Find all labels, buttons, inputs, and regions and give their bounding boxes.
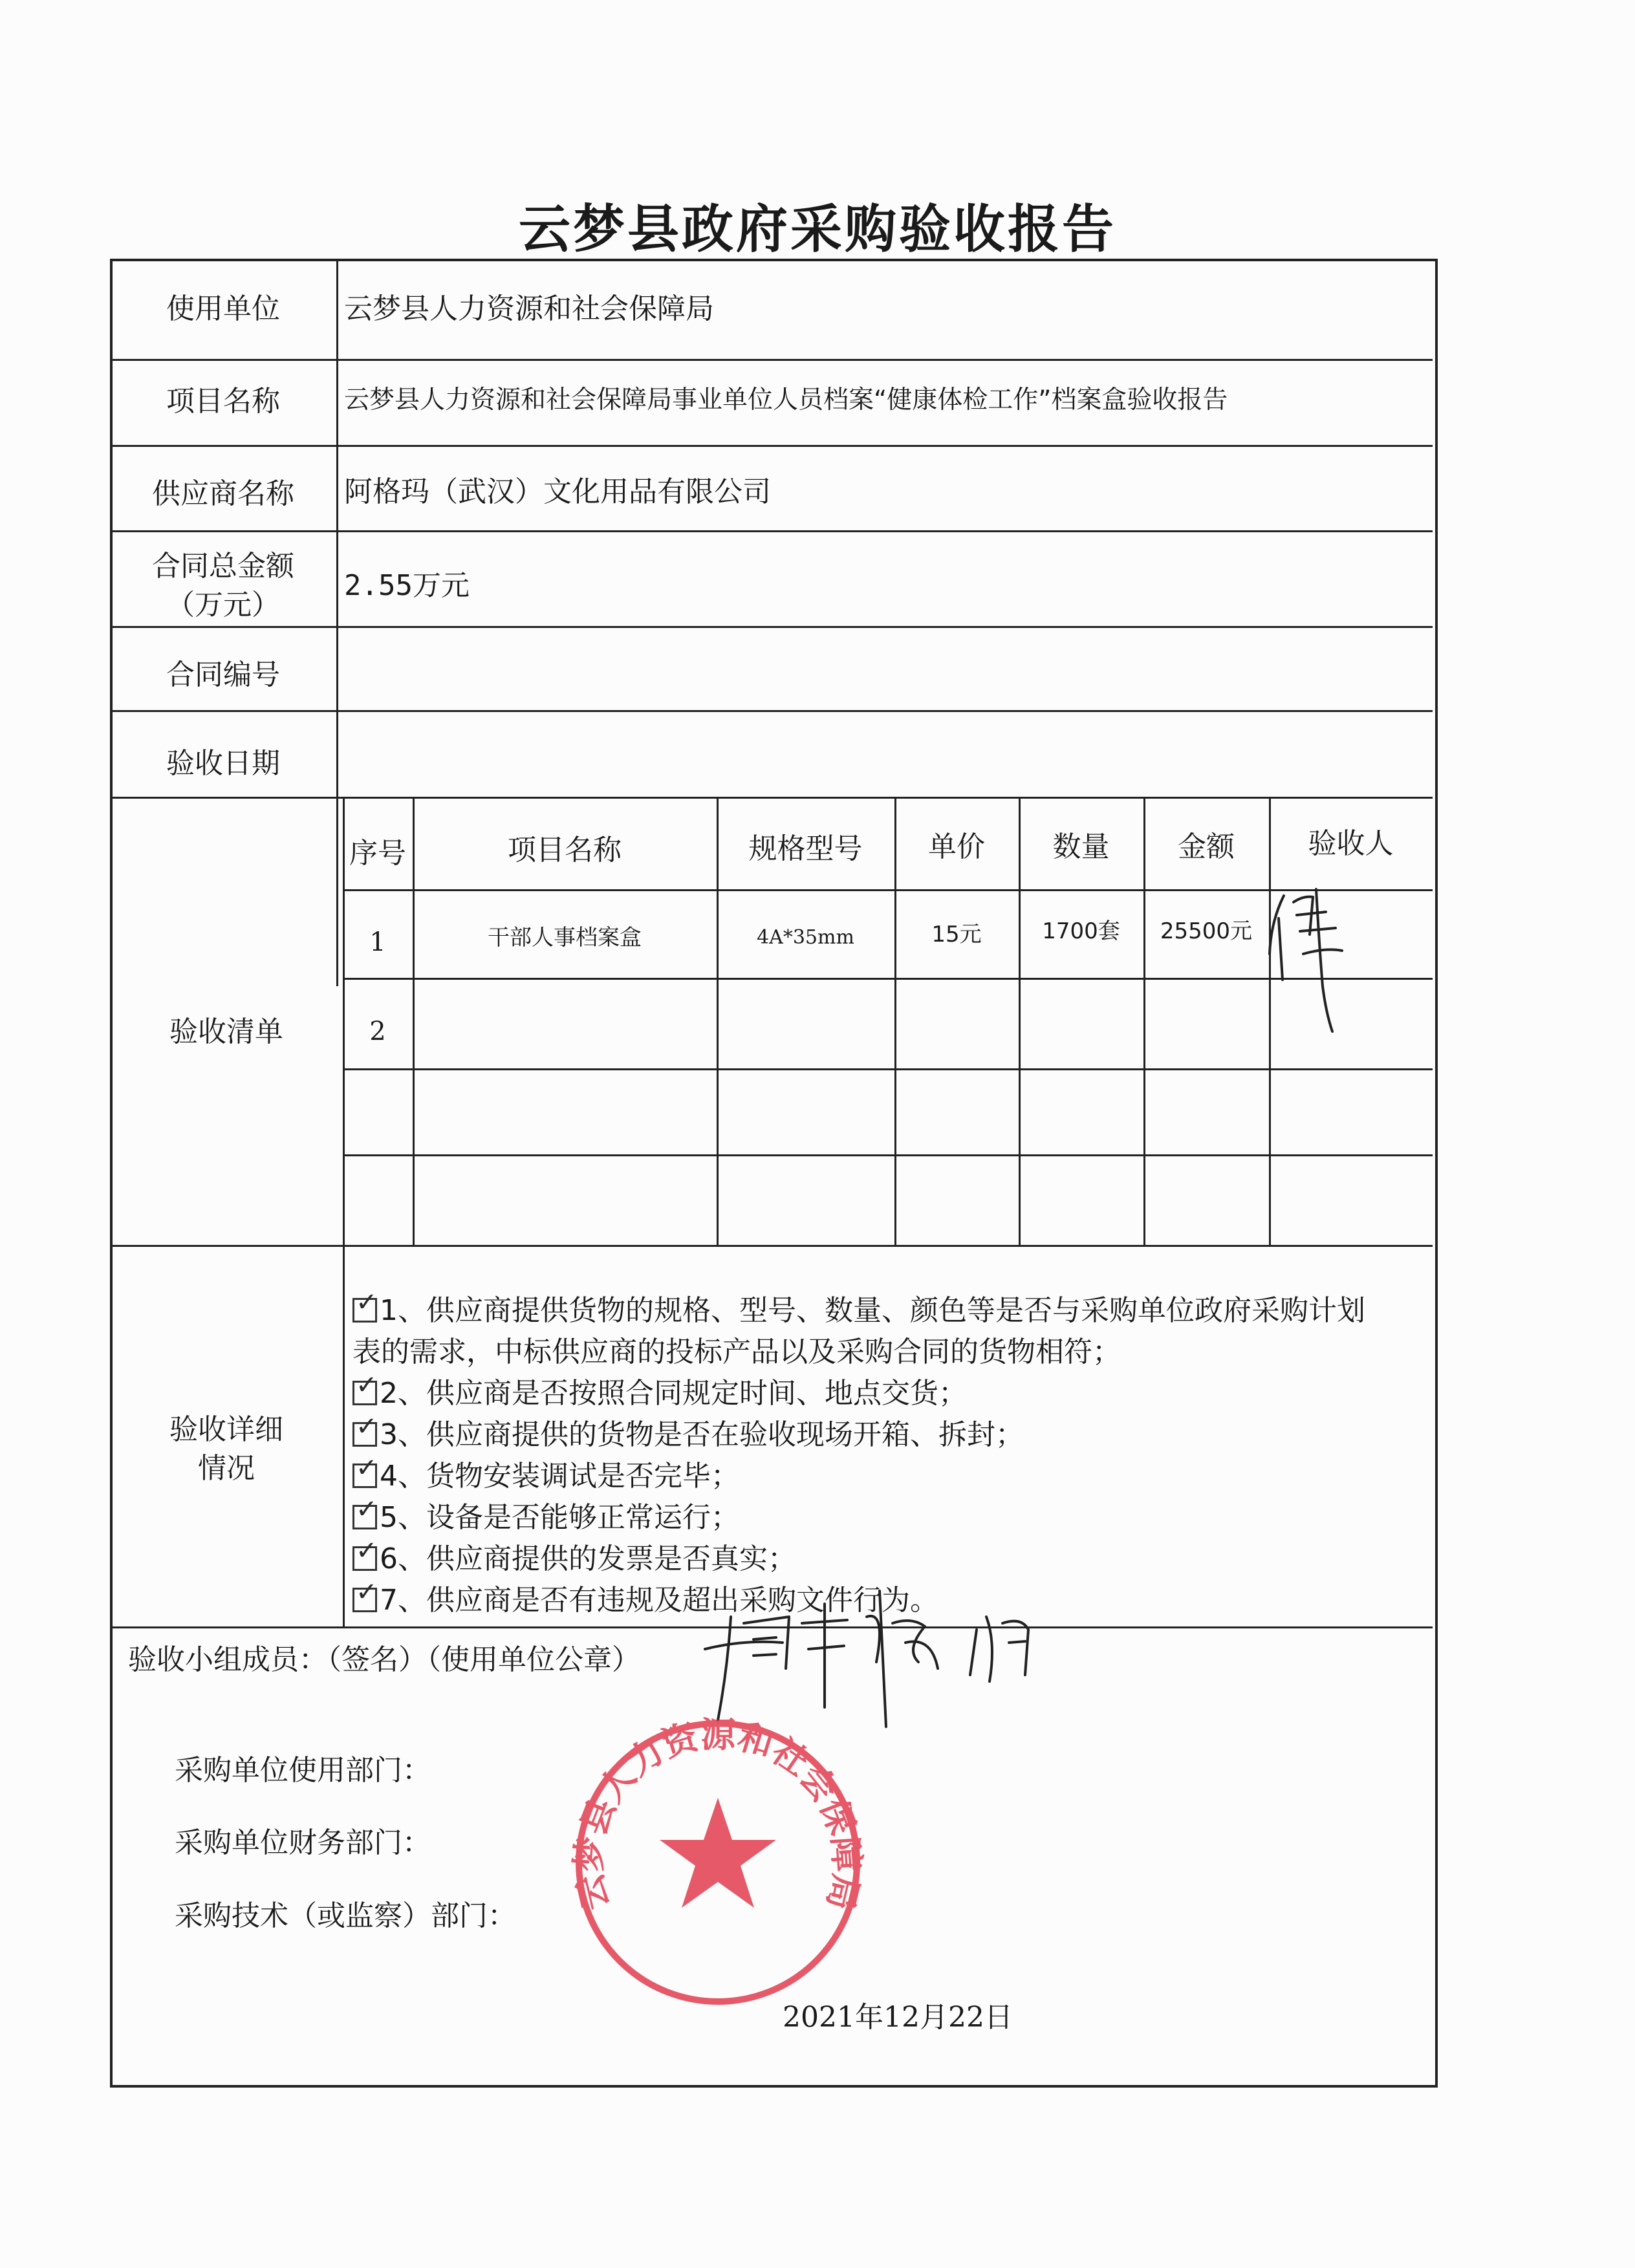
official-seal (563, 1707, 873, 2018)
col-divider (336, 259, 338, 986)
checkbox-icon[interactable]: ✓ (352, 1298, 377, 1323)
user-unit-label: 使用单位 (166, 292, 280, 325)
row1-qty: 1700套 (1042, 918, 1120, 944)
user-unit-value: 云梦县人力资源和社会保障局 (344, 292, 714, 325)
col-divider (343, 797, 345, 1626)
row2-no: 2 (369, 1017, 386, 1046)
row1-price: 15元 (931, 922, 982, 947)
dept-tech-label: 采购技术（或监察）部门： (175, 1899, 516, 1932)
checkbox-icon[interactable]: ✓ (352, 1588, 377, 1612)
accept-date-label: 验收日期 (166, 747, 280, 780)
row-divider (110, 797, 1433, 799)
details-list (352, 1290, 1413, 1621)
report-date: 2021年12月22日 (783, 2001, 1013, 2034)
supplier-value: 阿格玛（武汉）文化用品有限公司 (344, 475, 771, 508)
checkbox-icon[interactable]: ✓ (352, 1422, 377, 1447)
th-inspector: 验收人 (1308, 827, 1394, 860)
th-qty: 数量 (1052, 830, 1110, 863)
row1-no: 1 (369, 927, 386, 957)
checkbox-icon[interactable]: ✓ (352, 1381, 377, 1405)
checkbox-icon[interactable]: ✓ (352, 1505, 377, 1529)
th-no: 序号 (349, 837, 406, 870)
detail-item-1-cont: 表的需求，中标供应商的投标产品以及采购合同的货物相符； (352, 1335, 1121, 1368)
row1-name: 干部人事档案盒 (488, 925, 642, 951)
dept-finance-label: 采购单位财务部门： (175, 1826, 431, 1859)
th-amount: 金额 (1178, 830, 1235, 863)
contract-total-label-1: 合同总金额 (152, 550, 294, 583)
detail-item-5: ✓ 5、设备是否能够正常运行； (352, 1497, 1413, 1539)
contract-total-label-2: （万元） (166, 589, 280, 621)
detail-item-1: ✓ 1、供应商提供货物的规格、型号、数量、颜色等是否与采购单位政府采购计划 (352, 1290, 1413, 1332)
detail-item-7: ✓ 7、供应商是否有违规及超出采购文件行为。 (352, 1580, 1413, 1621)
details-label-1: 验收详细 (169, 1413, 283, 1446)
dept-use-label: 采购单位使用部门： (175, 1754, 431, 1787)
detail-item-4: ✓ 4、货物安装调试是否完毕； (352, 1456, 1413, 1497)
row1-amount: 25500元 (1160, 918, 1253, 944)
checkbox-icon[interactable]: ✓ (352, 1463, 377, 1488)
inspector-signature (1264, 883, 1355, 1038)
row-divider (110, 1245, 1433, 1247)
supplier-label: 供应商名称 (152, 477, 294, 510)
checkbox-icon[interactable]: ✓ (352, 1546, 377, 1571)
star-icon (660, 1798, 776, 1908)
seal-text: 云梦县人力资源和社会保障局 (568, 1714, 868, 1914)
row-divider (110, 710, 1433, 712)
row-divider (110, 359, 1433, 361)
project-name-label: 项目名称 (166, 385, 280, 418)
detail-item-3: ✓ 3、供应商提供的货物是否在验收现场开箱、拆封； (352, 1414, 1413, 1456)
checklist-label: 验收清单 (169, 1015, 283, 1048)
th-name: 项目名称 (508, 834, 622, 867)
details-label-2: 情况 (198, 1452, 255, 1485)
page-title: 云梦县政府采购验收报告 (519, 199, 1116, 259)
detail-item-2: ✓ 2、供应商是否按照合同规定时间、地点交货； (352, 1373, 1413, 1414)
th-price: 单价 (928, 830, 985, 863)
project-name-value: 云梦县人力资源和社会保障局事业单位人员档案“健康体检工作”档案盒验收报告 (344, 385, 1228, 415)
contract-total-value: 2.55万元 (344, 569, 470, 602)
row-divider (110, 626, 1433, 628)
row1-spec: 4A*35mm (757, 926, 854, 949)
detail-item-6: ✓ 6、供应商提供的发票是否真实； (352, 1539, 1413, 1580)
th-spec: 规格型号 (748, 832, 863, 865)
row-divider (110, 530, 1433, 532)
contract-no-label: 合同编号 (166, 658, 280, 691)
members-label: 验收小组成员：（签名）（使用单位公章） (128, 1643, 640, 1676)
row-divider (110, 445, 1433, 447)
